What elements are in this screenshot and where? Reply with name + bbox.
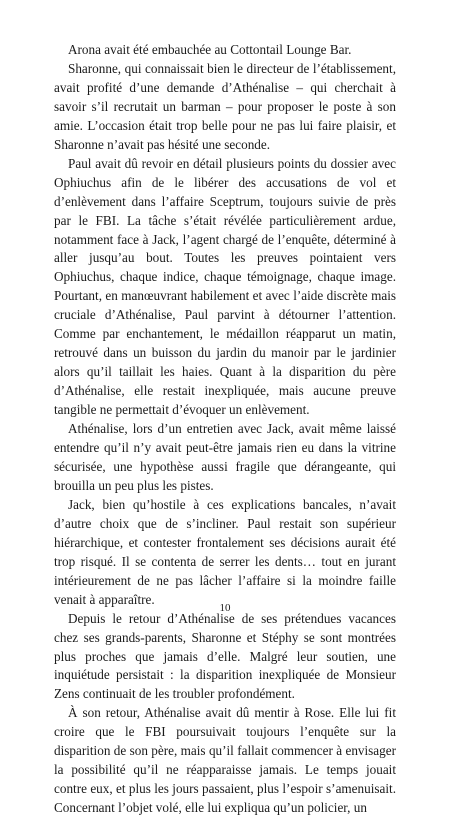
paragraph-5: Jack, bien qu’hostile à ces explications bancales, n’avait d’autre choix que de s’incliner. Paul restait son supérieur hiérarchique, et contester frontalement ses décisions aurait été trop risqué. Il se contenta de serrer les dents… tout en jurant intérieurement de ne pas lâcher l’affaire si la moindre faille venait à apparaître.: [54, 496, 396, 607]
body-text: [54, 41, 396, 818]
paragraph-2: Sharonne, qui connaissait bien le directeur de l’établissement, avait profité d’une demande d’Athénalise – qui cherchait à savoir s’il recrutait un barman – pour proposer le poste à son amie. L’occasion était trop belle pour ne pas lui faire plaisir, et Sharonne n’avait pas hésité une seconde.: [54, 60, 396, 152]
paragraph-4: Athénalise, lors d’un entretien avec Jack, avait même laissé entendre qu’il n’y avait peut-être jamais rien eu dans la vitrine sécurisée, une hypothèse aussi fragile que dérangeante, qui brouilla un peu plus les pistes.: [54, 421, 396, 493]
paragraph-6: Depuis le retour d’Athénalise de ses prétendues vacances chez ses grands-parents, Sharonne et Stéphy se sont montrées plus proches que jamais d’elle. Malgré leur soutien, une inquiétude persistait : la disparition inexpliquée de Monsieur Zens continuait de les troubler profondément.: [54, 610, 396, 702]
paragraph-7: À son retour, Athénalise avait dû mentir à Rose. Elle lui fit croire que le FBI poursuivait toujours l’enquête sur la disparition de son père, mais qu’il fallait commencer à envisager la possibilité qu’il ne réapparaisse jamais. Le temps jouait contre eux, et plus les jours passaient, plus l’espoir s’amenuisait. Concernant l’objet volé, elle lui expliqua qu’un policier, un: [54, 705, 396, 816]
page-number: 10: [219, 602, 231, 614]
paragraph-1: Arona avait été embauchée au Cottontail Lounge Bar.: [68, 42, 352, 57]
paragraph-3: Paul avait dû revoir en détail plusieurs points du dossier avec Ophiuchus afin de le libérer des accusations de vol et d’enlèvement dans l’affaire Sceptrum, toujours suivie de près par le FBI. La tâche s’était révélée particulièrement ardue, notamment face à Jack, l’agent chargé de l’enquête, déterminé à aller jusqu’au bout. Toutes les preuves pointaient vers Ophiuchus, chaque indice, chaque témoignage, chaque image. Pourtant, en manœuvrant habilement et avec l’aide discrète mais cruciale d’Athénalise, Paul parvint à détourner l’attention. Comme par enchantement, le médaillon réapparut un matin, retrouvé dans un buisson du jardin du manoir par le jardinier alors qu’il taillait les haies. Quant à la disparition du père d’Athénalise, elle restait inexpliquée, mais aucune preuve tangible ne permettait d’évoquer un enlèvement.: [54, 155, 396, 418]
